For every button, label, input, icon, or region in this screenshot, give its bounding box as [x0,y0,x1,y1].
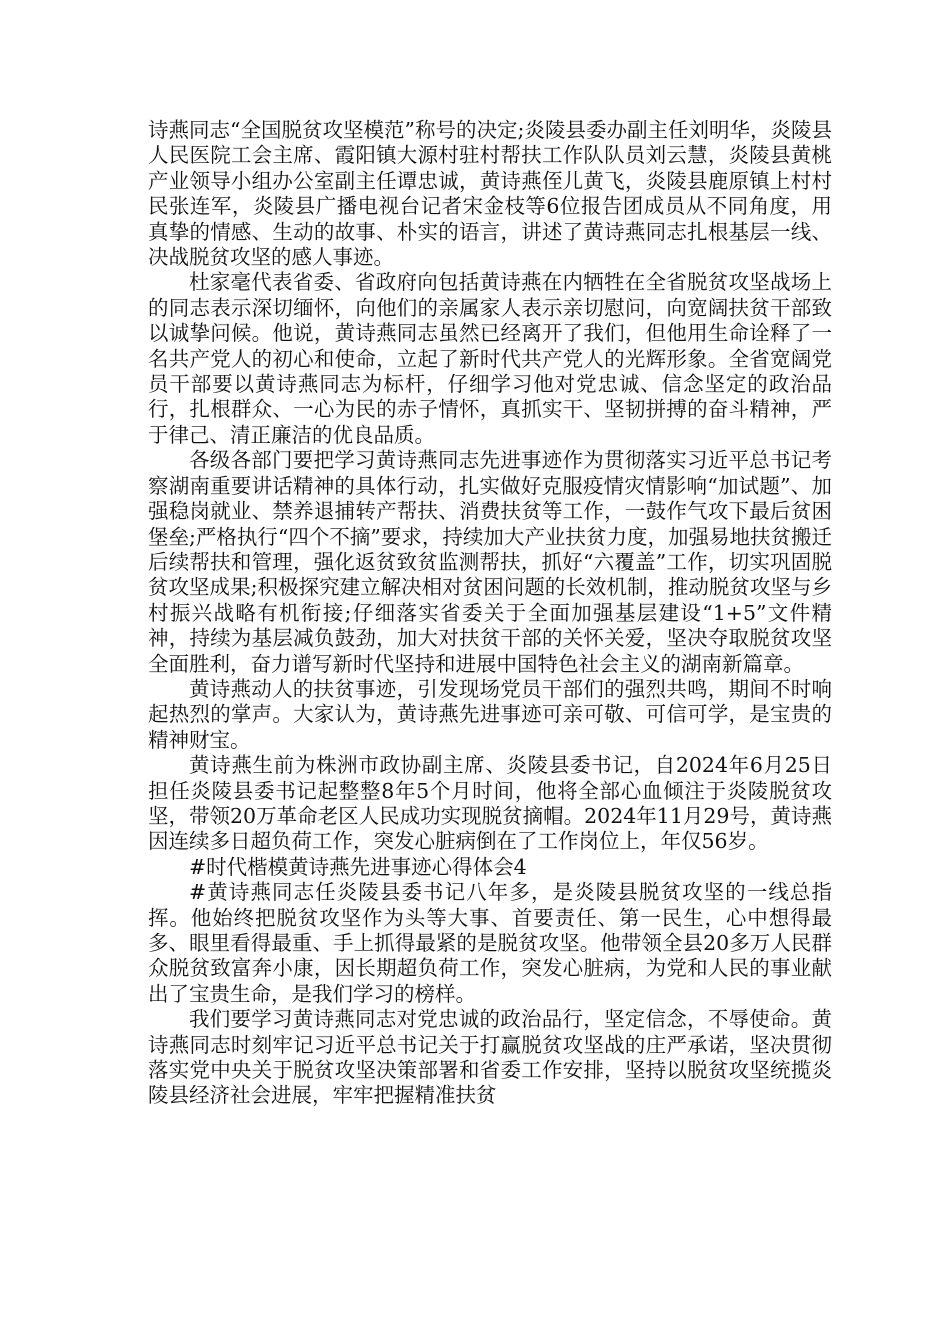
paragraph-5: 黄诗燕生前为株洲市政协副主席、炎陵县委书记，自2024年6月25日担任炎陵县委书记起整整8年5个月时间，他将全部心血倾注于炎陵脱贫攻坚，带领20万革命老区人民成功实现脱贫摘帽。2024年11月29号，黄诗燕因连续多日超负荷工作，突发心脏病倒在了工作岗位上，年仅56岁。 [148,753,832,854]
paragraph-4: 黄诗燕动人的扶贫事迹，引发现场党员干部们的强烈共鸣，期间不时响起热烈的掌声。大家认为，黄诗燕先进事迹可亲可敬、可信可学，是宝贵的精神财宝。 [148,676,832,752]
paragraph-1: 诗燕同志“全国脱贫攻坚模范”称号的决定;炎陵县委办副主任刘明华，炎陵县人民医院工会主席、霞阳镇大源村驻村帮扶工作队队员刘云慧，炎陵县黄桃产业领导小组办公室副主任谭忠诚，黄诗燕侄儿黄飞，炎陵县鹿原镇上村村民张连军，炎陵县广播电视台记者宋金枝等6位报告团成员从不同角度，用真挚的情感、生动的故事、朴实的语言，讲述了黄诗燕同志扎根基层一线、决战脱贫攻坚的感人事迹。 [148,118,832,270]
section-heading: #时代楷模黄诗燕先进事迹心得体会4 [189,854,527,879]
document-body [148,118,832,1109]
paragraph-2: 杜家毫代表省委、省政府向包括黄诗燕在内牺牲在全省脱贫攻坚战场上的同志表示深切缅怀，向他们的亲属家人表示亲切慰问，向宽阔扶贫干部致以诚挚问候。他说，黄诗燕同志虽然已经离开了我们，但他用生命诠释了一名共产党人的初心和使命，立起了新时代共产党人的光辉形象。全省宽阔党员干部要以黄诗燕同志为标杆，仔细学习他对党忠诚、信念坚定的政治品行，扎根群众、一心为民的赤子情怀，真抓实干、坚韧拼搏的奋斗精神，严于律己、清正廉洁的优良品质。 [148,270,832,447]
paragraph-6: #黄诗燕同志任炎陵县委书记八年多，是炎陵县脱贫攻坚的一线总指挥。他始终把脱贫攻坚作为头等大事、首要责任、第一民生，心中想得最多、眼里看得最重、手上抓得最紧的是脱贫攻坚。他带领全县20多万人民群众脱贫致富奔小康，因长期超负荷工作，突发心脏病，为党和人民的事业献出了宝贵生命，是我们学习的榜样。 [148,880,832,1006]
paragraph-7: 我们要学习黄诗燕同志对党忠诚的政治品行，坚定信念，不辱使命。黄诗燕同志时刻牢记习近平总书记关于打赢脱贫攻坚战的庄严承诺，坚决贯彻落实党中央关于脱贫攻坚决策部署和省委工作安排，坚持以脱贫攻坚统揽炎陵县经济社会进展，牢牢把握精准扶贫 [148,1007,832,1108]
paragraph-3: 各级各部门要把学习黄诗燕同志先进事迹作为贯彻落实习近平总书记考察湖南重要讲话精神的具体行动，扎实做好克服疫情灾情影响“加试题”、加强稳岗就业、禁养退捕转产帮扶、消费扶贫等工作，一鼓作气攻下最后贫困堡垒;严格执行“四个不摘”要求，持续加大产业扶贫力度，加强易地扶贫搬迁后续帮扶和管理，强化返贫致贫监测帮扶，抓好“六覆盖”工作，切实巩固脱贫攻坚成果;积极探究建立解决相对贫困问题的长效机制，推动脱贫攻坚与乡村振兴战略有机衔接;仔细落实省委关于全面加强基层建设“1+5”文件精神，持续为基层减负鼓劲，加大对扶贫干部的关怀关爱，坚决夺取脱贫攻坚全面胜利，奋力谱写新时代坚持和进展中国特色社会主义的湖南新篇章。 [148,448,832,676]
